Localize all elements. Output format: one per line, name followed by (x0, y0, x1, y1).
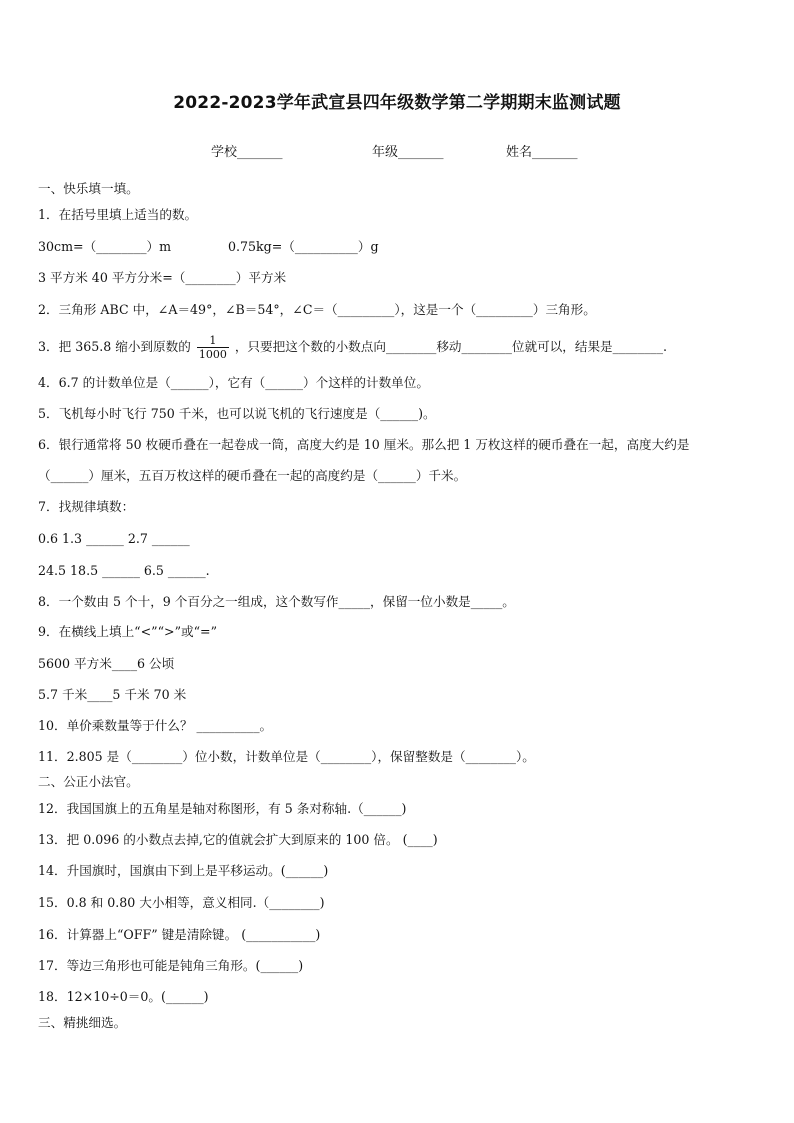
question-12: 12．我国国旗上的五角星是轴对称图形，有 5 条对称轴.（______) (38, 801, 407, 816)
section-heading-true-false: 二、公正小法官。 (38, 774, 139, 789)
question-5: 5．飞机每小时飞行 750 千米，也可以说飞机的飞行速度是（______)。 (38, 406, 436, 421)
name-field: 姓名_______ (506, 145, 578, 160)
question-1-part-a (38, 239, 764, 255)
question-9: 9．在横线上填上“<”“>”或“=” (38, 624, 218, 639)
question-3-prefix: 3．把 365.8 缩小到原数的 (38, 339, 191, 354)
grade-field: 年级_______ (372, 145, 444, 160)
question-9-part-a: 5600 平方米____6 公顷 (38, 656, 175, 671)
question-1a-text: 30cm=（________）m (38, 239, 172, 254)
question-8: 8．一个数由 5 个十，9 个百分之一组成，这个数写作_____，保留一位小数是_____。 (38, 594, 515, 609)
question-15: 15．0.8 和 0.80 大小相等，意义相同.（________) (38, 895, 325, 910)
question-16: 16．计算器上“OFF” 键是清除键。 (___________) (38, 927, 321, 942)
question-14: 14．升国旗时，国旗由下到上是平移运动。(______) (38, 863, 329, 878)
section-heading-fill-in: 一、快乐填一填。 (38, 181, 139, 196)
page-title: 2022-2023学年武宣县四年级数学第二学期期末监测试题 (173, 93, 621, 113)
question-10: 10．单价乘数量等于什么？ __________。 (38, 718, 273, 733)
question-9-part-b: 5.7 千米____5 千米 70 米 (38, 687, 187, 702)
question-2: 2．三角形 ABC 中，∠A＝49°，∠B＝54°，∠C＝（_________），这是一个（_________）三角形。 (38, 302, 596, 317)
question-1: 1．在括号里填上适当的数。 (38, 207, 198, 222)
question-1b-text: 0.75kg=（__________）g (228, 239, 379, 254)
question-3 (38, 334, 764, 361)
question-1-part-c: 3 平方米 40 平方分米=（________）平方米 (38, 270, 287, 285)
question-11: 11．2.805 是（________）位小数，计数单位是（________），保留整数是（________）。 (38, 749, 535, 764)
question-7-sequence-a: 0.6 1.3 ______ 2.7 ______ (38, 531, 190, 546)
question-7: 7．找规律填数： (38, 499, 135, 514)
question-13: 13．把 0.096 的小数点去掉,它的值就会扩大到原来的 100 倍。 (____) (38, 832, 438, 847)
fraction-numerator: 1 (197, 334, 229, 348)
question-6-line-2: （______）厘米，五百万枚这样的硬币叠在一起的高度约是（______）千米。 (38, 468, 467, 483)
fraction-one-thousandth (197, 334, 229, 361)
question-6-line-1: 6．银行通常将 50 枚硬币叠在一起卷成一筒，高度大约是 10 厘米。那么把 1 万枚这样的硬币叠在一起，高度大约是 (38, 437, 690, 452)
fraction-denominator: 1000 (198, 348, 227, 361)
question-18: 18．12×10÷0＝0。(______) (38, 989, 209, 1004)
section-heading-multiple-choice: 三、精挑细选。 (38, 1015, 127, 1030)
question-3-suffix: ，只要把这个数的小数点向________移动________位就可以，结果是________. (234, 339, 668, 354)
question-7-sequence-b: 24.5 18.5 ______ 6.5 ______. (38, 563, 210, 578)
school-field: 学校_______ (211, 145, 283, 160)
question-4: 4．6.7 的计数单位是（______），它有（______）个这样的计数单位。 (38, 375, 429, 390)
question-17: 17．等边三角形也可能是钝角三角形。(______) (38, 958, 304, 973)
